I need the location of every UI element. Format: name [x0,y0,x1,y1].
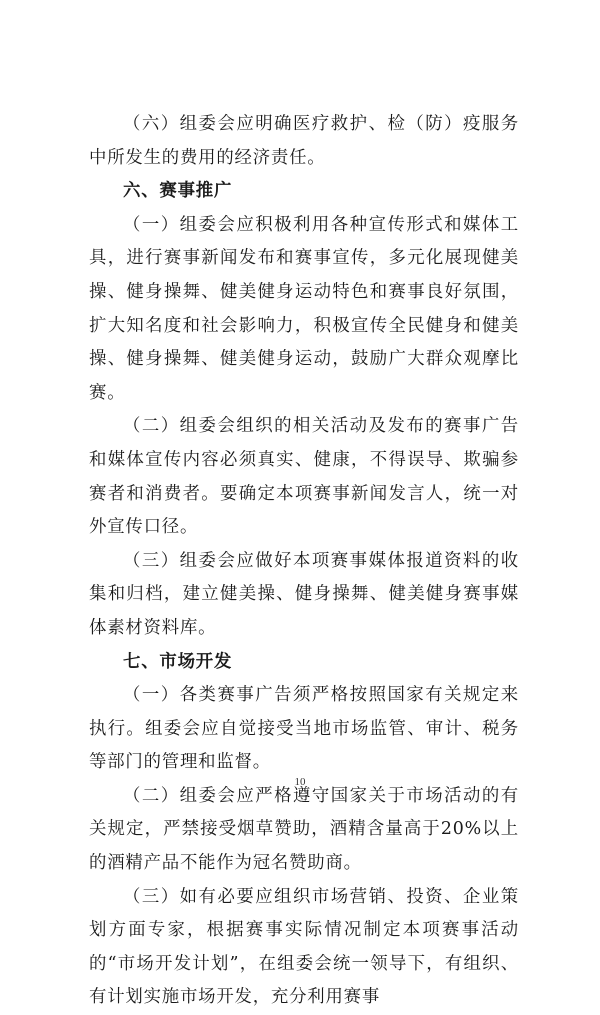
paragraph-medical-costs: （六）组委会应明确医疗救护、检（防）疫服务中所发生的费用的经济责任。 [89,114,519,168]
page-number: 10 [294,776,306,788]
section-heading-promotion: 六、赛事推广 [123,181,233,202]
paragraph-market-3: （三）如有必要应组织市场营销、投资、企业策划方面专家，根据赛事实际情况制定本项赛事活动的“市场开发计划”，在组委会统一领导下，有组织、有计划实施市场开发，充分利用赛事 [89,886,519,1008]
paragraph-market-1: （一）各类赛事广告须严格按照国家有关规定来执行。组委会应自觉接受当地市场监管、审计、税务等部门的管理和监督。 [89,685,519,773]
paragraph-promotion-3: （三）组委会应做好本项赛事媒体报道资料的收集和归档，建立健美操、健身操舞、健美健身赛事媒体素材资料库。 [89,550,519,638]
paragraph-promotion-1: （一）组委会应积极利用各种宣传形式和媒体工具，进行赛事新闻发布和赛事宣传，多元化展现健美操、健身操舞、健美健身运动特色和赛事良好氛围，扩大知名度和社会影响力，积极宣传全民健身和健美操、健身操舞、健美健身运动，鼓励广大群众观摩比赛。 [89,214,519,403]
paragraph-market-2: （二）组委会应严格遵守国家关于市场活动的有关规定，严禁接受烟草赞助，酒精含量高于20%以上的酒精产品不能作为冠名赞助商。 [89,785,519,874]
body-text [89,108,519,1015]
paragraph-promotion-2: （二）组委会组织的相关活动及发布的赛事广告和媒体宣传内容必须真实、健康，不得误导、欺骗参赛者和消费者。要确定本项赛事新闻发言人，统一对外宣传口径。 [89,416,519,538]
section-heading-market: 七、市场开发 [123,651,233,672]
